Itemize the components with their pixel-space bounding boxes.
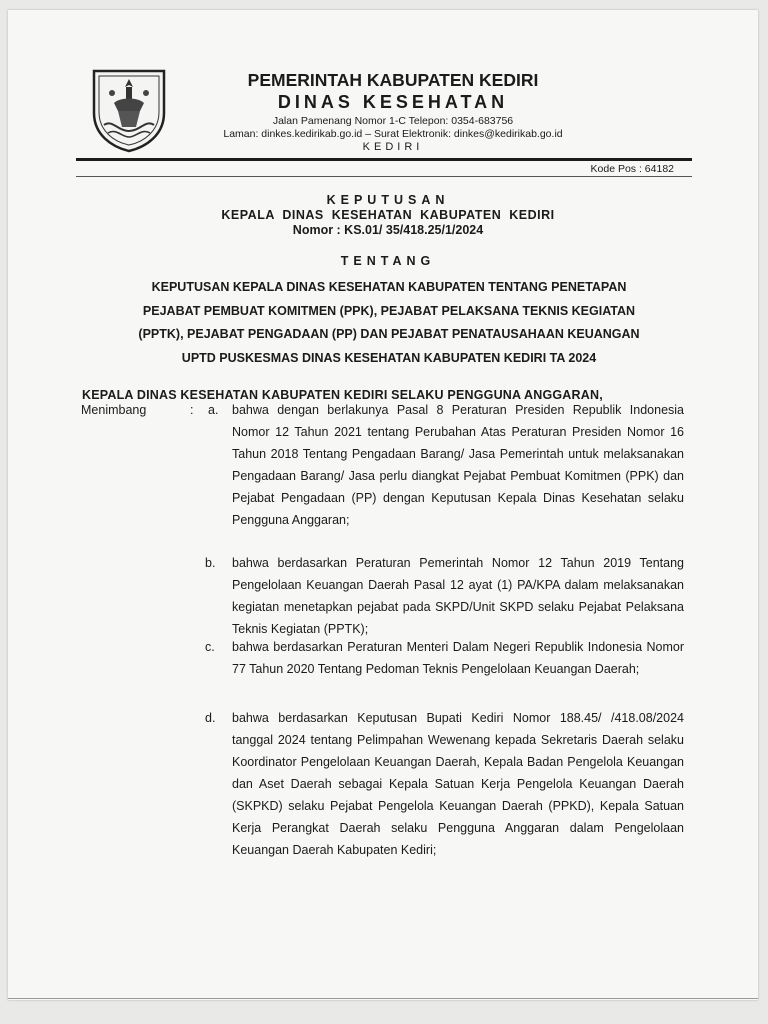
item-letter: a. bbox=[208, 403, 219, 417]
agency-contact: Laman: dinkes.kedirikab.go.id – Surat Elektronik: dinkes@kedirikab.go.id bbox=[223, 128, 563, 140]
subject-line: PEJABAT PEMBUAT KOMITMEN (PPK), PEJABAT PELAKSANA TEKNIS KEGIATAN bbox=[142, 303, 636, 318]
considering-item: bahwa dengan berlakunya Pasal 8 Peraturan Presiden Republik Indonesia Nomor 12 Tahun 2021 tentang Perubahan Atas Peraturan Presiden Nomor 16 Tahun 2018 Tentang Pengadaan Barang/ Jasa Pemerintah untuk melaksanakan Pengadaan Barang/ Jasa perlu diangkat Pejabat Pembuat Komitmen (PPK) dan Pejabat Pengadaan (PP) dengan Keputusan Kepala Dinas Kesehatan selaku Pengguna Anggaran; bbox=[232, 403, 684, 527]
decree-issuer: KEPALA DINAS KESEHATAN KABUPATEN KEDIRI bbox=[221, 208, 555, 222]
decree-title: KEPUTUSAN bbox=[326, 193, 450, 207]
item-letter: c. bbox=[205, 640, 215, 654]
subject-line: KEPUTUSAN KEPALA DINAS KESEHATAN KABUPATEN TENTANG PENETAPAN bbox=[151, 280, 627, 294]
declarant-line: KEPALA DINAS KESEHATAN KABUPATEN KEDIRI SELAKU PENGGUNA ANGGARAN, bbox=[82, 388, 603, 402]
document-page bbox=[8, 10, 758, 1000]
about-heading: TENTANG bbox=[340, 254, 436, 268]
item-letter: b. bbox=[205, 556, 216, 570]
subject-line: UPTD PUSKESMAS DINAS KESEHATAN KABUPATEN KEDIRI TA 2024 bbox=[181, 350, 597, 365]
letterhead-divider bbox=[76, 158, 692, 161]
subject-line: (PPTK), PEJABAT PENGADAAN (PP) DAN PEJABAT PENATAUSAHAAN KEUANGAN bbox=[138, 327, 640, 341]
page-edge-line bbox=[8, 998, 758, 999]
agency-name: DINAS KESEHATAN bbox=[277, 92, 509, 112]
agency-city: KEDIRI bbox=[362, 141, 424, 153]
item-letter: d. bbox=[205, 711, 216, 725]
considering-colon: : bbox=[190, 403, 194, 417]
agency-address: Jalan Pamenang Nomor 1-C Telepon: 0354-683756 bbox=[272, 115, 514, 127]
decree-subject bbox=[83, 276, 695, 370]
postal-code: Kode Pos : 64182 bbox=[590, 163, 674, 175]
government-name: PEMERINTAH KABUPATEN KEDIRI bbox=[247, 70, 539, 90]
considering-item: bahwa berdasarkan Peraturan Menteri Dalam Negeri Republik Indonesia Nomor 77 Tahun 2020 Tentang Pedoman Teknis Pengelolaan Keuangan Daerah; bbox=[232, 640, 684, 676]
decree-number: Nomor : KS.01/ 35/418.25/1/2024 bbox=[292, 223, 484, 237]
considering-item: bahwa berdasarkan Keputusan Bupati Kediri Nomor 188.45/ /418.08/2024 tanggal 2024 tentang Pelimpahan Wewenang kepada Sekretaris Daerah selaku Koordinator Pengelolaan Keuangan Daerah, Kepala Badan Pengelola Keuangan dan Aset Daerah sebagai Kepala Satuan Kerja Pengelola Keuangan Daerah (SKPKD) selaku Pejabat Pengelola Keuangan Daerah (PPKD), Kepala Satuan Kerja Perangkat Daerah selaku Pengguna Anggaran dalam Pengelolaan Keuangan Daerah Kabupaten Kediri; bbox=[232, 711, 684, 857]
letterhead-underline bbox=[76, 176, 692, 177]
considering-label: Menimbang bbox=[81, 403, 147, 417]
considering-item: bahwa berdasarkan Peraturan Pemerintah Nomor 12 Tahun 2019 Tentang Pengelolaan Keuangan Daerah Pasal 12 ayat (1) PA/KPA dalam melaksanakan kegiatan menetapkan pejabat pada SKPD/Unit SKPD selaku Pejabat Pelaksana Teknis Kegiatan (PPTK); bbox=[232, 556, 684, 636]
